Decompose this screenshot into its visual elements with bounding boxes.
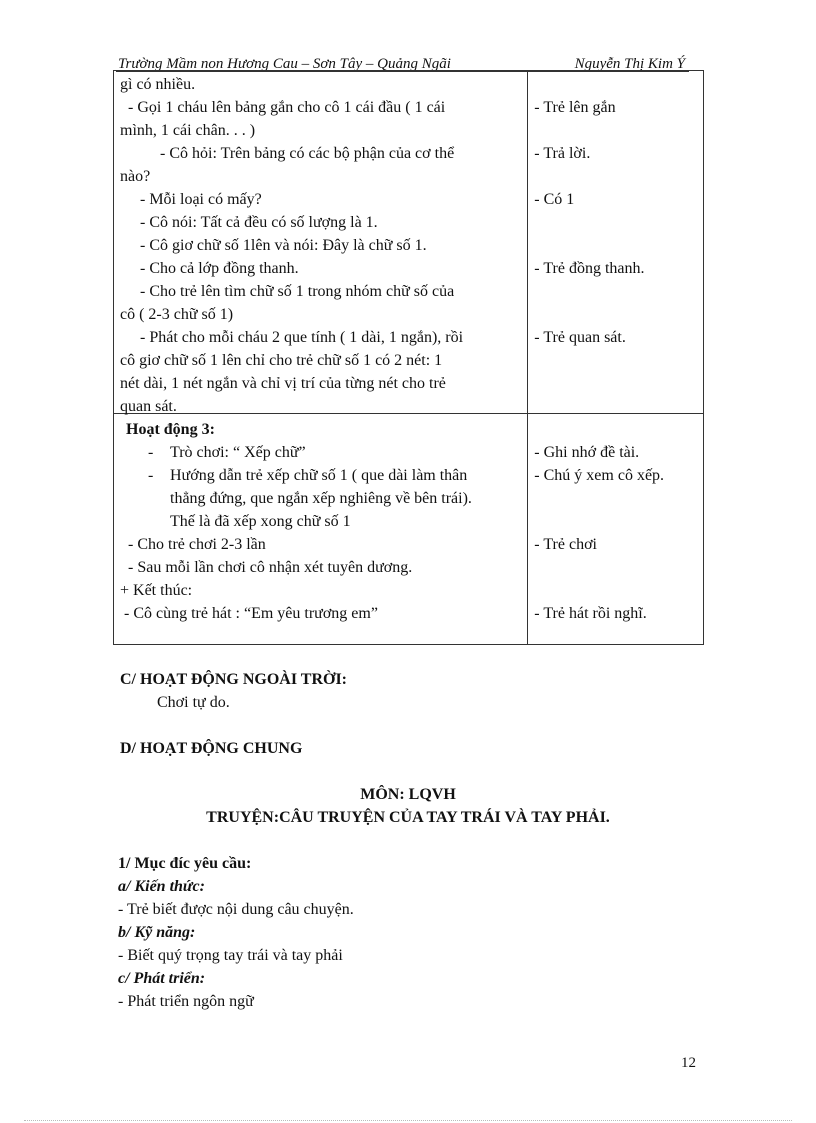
text-line: - Trẻ đồng thanh.	[534, 260, 645, 277]
activity-heading: Hoạt động 3:	[126, 421, 215, 438]
knowledge-text: - Trẻ biết được nội dung câu chuyện.	[118, 901, 354, 918]
text-line: gì có nhiều.	[120, 76, 196, 93]
text-line: - Cho trẻ chơi 2-3 lần	[128, 536, 266, 553]
text-line: - Cô giơ chữ số 1lên và nói: Đây là chữ số 1.	[140, 237, 427, 254]
text-line: Hướng dẫn trẻ xếp chữ số 1 ( que dài làm thân	[170, 467, 468, 484]
text-line: cô ( 2-3 chữ số 1)	[120, 306, 234, 323]
goals-heading: 1/ Mục đíc yêu cầu:	[118, 855, 252, 872]
text-line: - Gọi 1 cháu lên bảng gắn cho cô 1 cái đầu ( 1 cái	[128, 99, 446, 116]
text-line: - Cô hỏi: Trên bảng có các bộ phận của cơ thể	[160, 145, 455, 162]
teacher-activity-cell	[114, 414, 528, 645]
text-line: - Cho cả lớp đồng thanh.	[140, 260, 299, 277]
header-author: Nguyễn Thị Kim Ý	[574, 56, 685, 72]
text-line: nét dài, 1 nét ngắn và chỉ vị trí của từng nét cho trẻ	[120, 375, 446, 392]
knowledge-heading: a/ Kiến thức:	[118, 878, 205, 895]
text-line: + Kết thúc:	[120, 582, 193, 599]
table-row	[114, 71, 704, 414]
child-activity-cell	[528, 71, 704, 414]
text-line: - Cho trẻ lên tìm chữ số 1 trong nhóm chữ số của	[140, 283, 455, 300]
text-line: - Trả lời.	[534, 145, 591, 162]
text-line: mình, 1 cái chân. . . )	[120, 122, 256, 139]
page-header	[116, 51, 689, 72]
general-heading: D/ HOẠT ĐỘNG CHUNG	[120, 740, 303, 757]
text-line: - Có 1	[534, 191, 575, 208]
child-activity-cell	[528, 414, 704, 645]
skills-heading: b/ Kỹ năng:	[118, 924, 196, 941]
lesson-table	[113, 70, 704, 645]
text-line: - Trẻ quan sát.	[534, 329, 626, 346]
outdoor-text: Chơi tự do.	[157, 694, 230, 711]
text-line: - Phát cho mỗi cháu 2 que tính ( 1 dài, 1 ngắn), rồi	[140, 329, 464, 346]
text-line: - Trẻ chơi	[534, 536, 597, 553]
outdoor-heading: C/ HOẠT ĐỘNG NGOÀI TRỜI:	[120, 671, 347, 688]
text-line: - Ghi nhớ đề tài.	[534, 444, 640, 461]
text-line: - Cô nói: Tất cả đều có số lượng là 1.	[140, 214, 378, 231]
story-title: TRUYỆN:CÂU TRUYỆN CỦA TAY TRÁI VÀ TAY PHẢI.	[206, 809, 610, 826]
table-row	[114, 414, 704, 645]
page-number: 12	[681, 1055, 696, 1071]
text-line: - Sau mỗi lần chơi cô nhận xét tuyên dương.	[128, 559, 413, 576]
text-line: nào?	[120, 168, 151, 185]
subject-title: MÔN: LQVH	[360, 786, 456, 803]
text-line: Trò chơi: “ Xếp chữ”	[170, 444, 306, 461]
text-line: cô giơ chữ số 1 lên chỉ cho trẻ chữ số 1 có 2 nét: 1	[120, 352, 443, 369]
development-heading: c/ Phát triển:	[118, 970, 206, 987]
text-line: - Trẻ lên gắn	[534, 99, 616, 116]
bullet-dash: -	[148, 467, 154, 484]
text-line: - Chú ý xem cô xếp.	[534, 467, 665, 484]
teacher-activity-cell	[114, 71, 528, 414]
page-bottom-divider	[24, 1120, 792, 1121]
bullet-dash: -	[148, 444, 154, 461]
text-line: - Mỗi loại có mấy?	[140, 191, 262, 208]
development-text: - Phát triển ngôn ngữ	[118, 993, 254, 1010]
skills-text: - Biết quý trọng tay trái và tay phải	[118, 947, 343, 964]
text-line: thẳng đứng, que ngắn xếp nghiêng về bên trái).	[170, 490, 472, 507]
text-line: Thế là đã xếp xong chữ số 1	[170, 513, 351, 530]
header-school: Trường Mầm non Hương Cau – Sơn Tây – Quảng Ngãi	[118, 56, 451, 72]
text-line: - Cô cùng trẻ hát : “Em yêu trương em”	[124, 605, 378, 622]
text-line: - Trẻ hát rồi nghĩ.	[534, 605, 647, 622]
text-line: quan sát.	[120, 398, 177, 415]
